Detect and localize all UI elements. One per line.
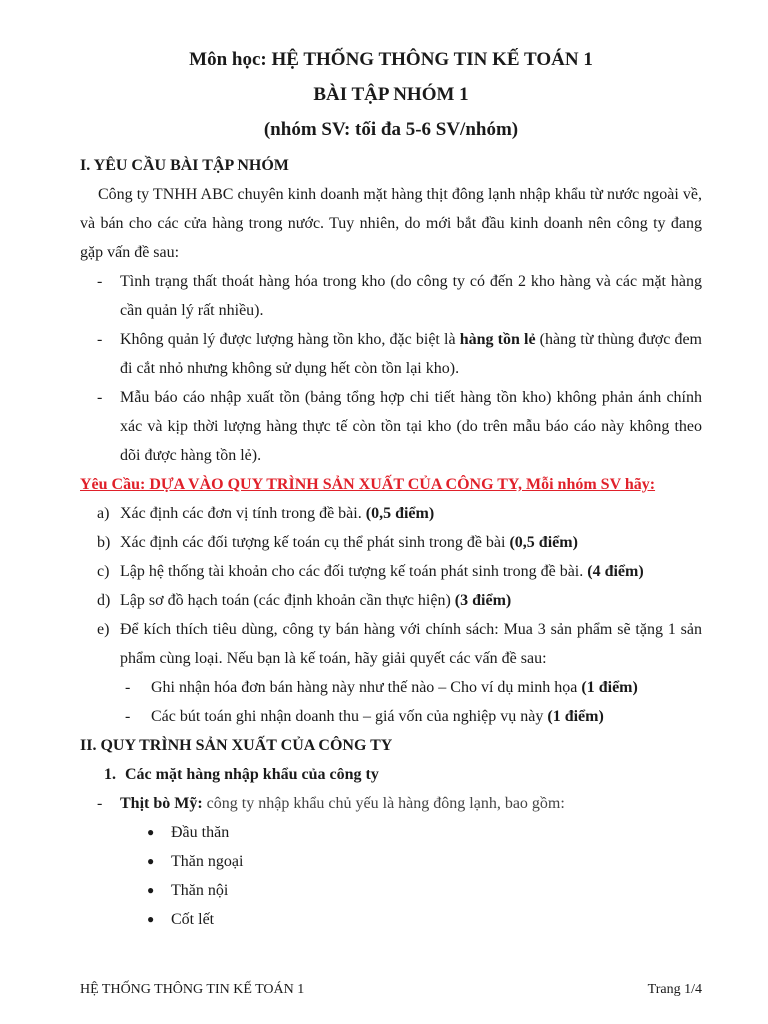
page-footer [80,980,702,1000]
page-number: Trang 1/4 [647,982,702,997]
task-text: Lập hệ thống tài khoản cho các đối tượng kế toán phát sinh trong đề bài. [120,563,588,580]
task-score: (0,5 điểm) [365,505,435,522]
task-marker: c) [97,563,110,580]
task-marker: e) [97,621,110,638]
problem-item [80,267,702,325]
assignment-title: BÀI TẬP NHÓM 1 [313,84,469,105]
task-item [80,586,702,615]
subtask-text: Các bút toán ghi nhận doanh thu – giá vốn của nghiệp vụ này [151,708,548,725]
intro-paragraph: Công ty TNHH ABC chuyên kinh doanh mặt hàng thịt đông lạnh nhập khẩu từ nước ngoài về, và bán cho các cửa hàng trong nước. Tuy nhiên, do mới bắt đầu kinh doanh nên công ty đang gặp vấn đề sau: [80,186,702,261]
problem-item [80,383,702,470]
product-label: Thịt bò Mỹ: [120,795,203,812]
footer-title: HỆ THỐNG THÔNG TIN KẾ TOÁN 1 [80,982,305,997]
group-size-note: (nhóm SV: tối đa 5-6 SV/nhóm) [263,119,519,140]
list-item [80,905,702,934]
task-text: Xác định các đơn vị tính trong đề bài. [120,505,366,522]
subsection-heading [80,760,702,789]
task-text: Xác định các đối tượng kế toán cụ thể phát sinh trong đề bài [120,534,510,551]
task-text: Lập sơ đồ hạch toán (các định khoản cần thực hiện) [120,592,455,609]
task-item [80,557,702,586]
problem-text: (hàng từ thùng được đem đi cắt nhỏ nhưng không sử dụng hết còn tồn lại kho). [120,331,702,377]
task-marker: a) [97,505,110,522]
dash-marker: - [97,389,103,406]
task-score: (3 điểm) [454,592,512,609]
list-item-text: Đầu thăn [171,824,230,841]
list-item [80,876,702,905]
problem-bold-term: hàng tồn lẻ [459,331,536,348]
dash-marker: - [97,331,103,348]
task-item [80,528,702,557]
subtask-item [80,673,702,702]
product-line [80,789,702,818]
task-score: (0,5 điểm) [509,534,578,551]
list-item-text: Thăn ngoại [171,853,244,870]
bullet-icon: ● [147,825,155,839]
subsection-title: Các mặt hàng nhập khẩu của công ty [125,766,379,783]
dash-marker: - [97,795,103,812]
product-description: công ty nhập khẩu chủ yếu là hàng đông lạnh, bao gồm: [202,795,565,812]
bullet-icon: ● [147,912,155,926]
document-page [80,0,702,1024]
subtask-score: (1 điểm) [547,708,604,725]
problem-text: Mẫu báo cáo nhập xuất tồn (bảng tổng hợp chi tiết hàng tồn kho) không phản ánh chính xác và kịp thời lượng hàng thực tế còn tồn tại kho (do trên mẫu báo cáo này không theo dõi được hàng tồn lẻ). [120,389,702,464]
subtask-item [80,702,702,731]
task-item [80,615,702,673]
problem-item [80,325,702,383]
requirement-line: Yêu Cầu: DỰA VÀO QUY TRÌNH SẢN XUẤT CỦA CÔNG TY, Mỗi nhóm SV hãy: [80,476,656,493]
subtask-text: Ghi nhận hóa đơn bán hàng này như thế nào – Cho ví dụ minh họa [151,679,582,696]
task-marker: d) [97,592,111,609]
bullet-icon: ● [147,854,155,868]
section-1-heading: I. YÊU CẦU BÀI TẬP NHÓM [80,157,289,174]
task-marker: b) [97,534,111,551]
task-text: Để kích thích tiêu dùng, công ty bán hàng với chính sách: Mua 3 sản phẩm sẽ tặng 1 sản phẩm cùng loại. Nếu bạn là kế toán, hãy giải quyết các vấn đề sau: [120,621,702,667]
dash-marker: - [125,708,131,725]
dash-marker: - [125,679,131,696]
task-score: (4 điểm) [587,563,644,580]
list-item-text: Thăn nội [171,882,229,899]
dash-marker: - [97,273,103,290]
list-item [80,818,702,847]
list-item-text: Cốt lết [171,911,215,928]
list-item [80,847,702,876]
section-2-heading: II. QUY TRÌNH SẢN XUẤT CỦA CÔNG TY [80,737,393,754]
task-item [80,499,702,528]
subtask-score: (1 điểm) [581,679,638,696]
course-title: Môn học: HỆ THỐNG THÔNG TIN KẾ TOÁN 1 [189,49,593,70]
problem-text: Tình trạng thất thoát hàng hóa trong kho (do công ty có đến 2 kho hàng và các mặt hàng cần quản lý rất nhiều). [120,273,702,319]
bullet-icon: ● [147,883,155,897]
number-marker: 1. [104,766,116,783]
problem-text: Không quản lý được lượng hàng tồn kho, đặc biệt là [120,331,460,348]
